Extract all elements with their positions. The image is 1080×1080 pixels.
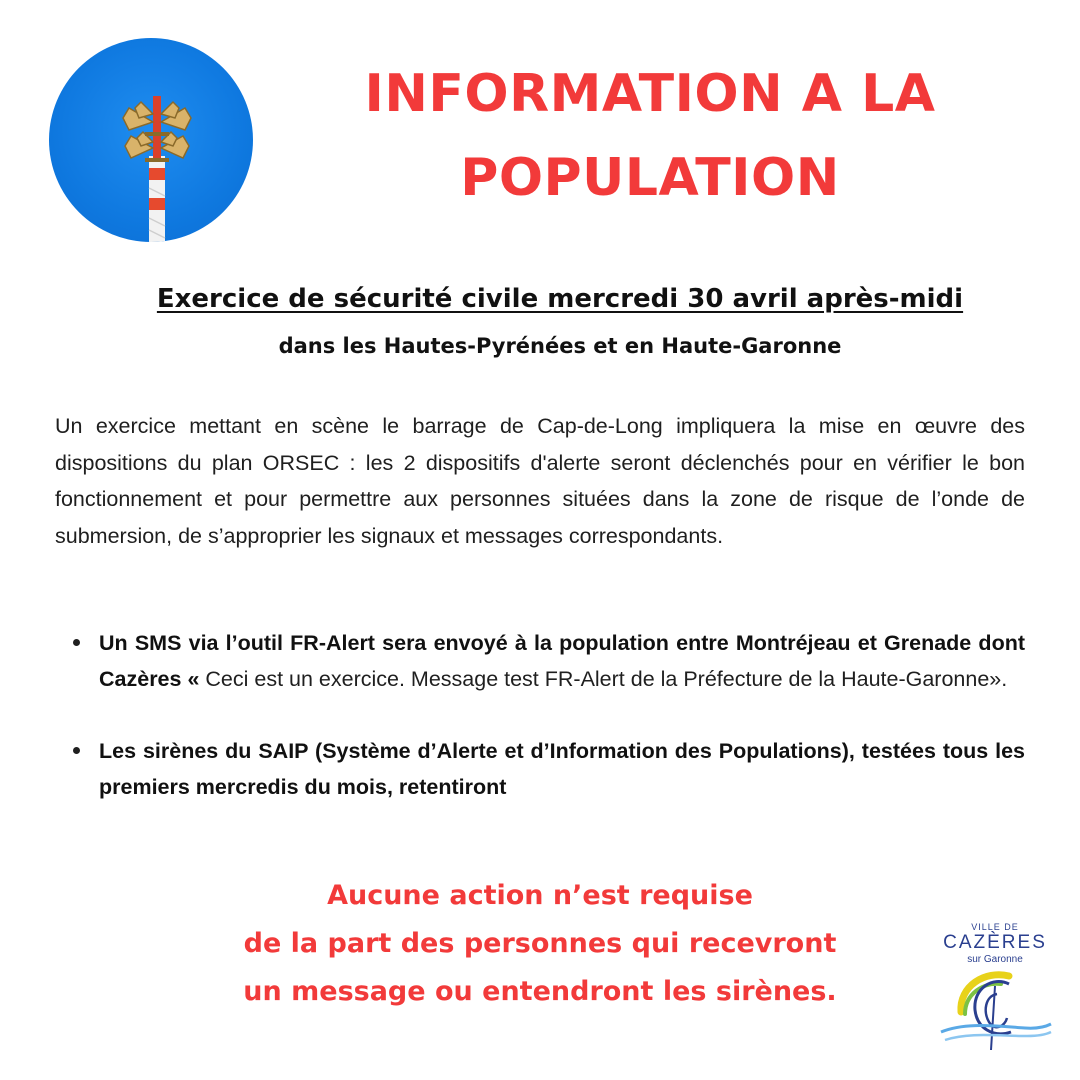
notice-line-2: de la part des personnes qui recevront	[243, 928, 837, 959]
headline-sub: dans les Hautes-Pyrénées et en Haute-Garonne	[278, 334, 842, 358]
cazeres-emblem-icon	[935, 966, 1055, 1052]
notice-line-3: un message ou entendront les sirènes.	[243, 976, 837, 1007]
headline: Exercice de sécurité civile mercredi 30 avril après-midi	[156, 284, 964, 314]
city-logo	[935, 922, 1055, 1052]
title-line-1: INFORMATION A LA	[364, 64, 936, 124]
title-line-2: POPULATION	[460, 148, 840, 208]
bullet-item-sms	[55, 625, 1025, 697]
bullet-normal-text: Ceci est un exercice. Message test FR-Alert de la Préfecture de la Haute-Garonne».	[199, 667, 1008, 691]
notice-block	[140, 872, 940, 1016]
siren-badge	[49, 38, 253, 242]
bullet-bold-text: Un SMS via l’outil FR-Alert sera envoyé à la population entre Montréjeau et Grenade dont Cazères «	[99, 631, 1025, 691]
siren-tower-icon	[49, 38, 253, 242]
logo-main-text: CAZÈRES	[943, 932, 1047, 953]
logo-sub-text: sur Garonne	[967, 954, 1023, 965]
bullet-item-sirens	[55, 733, 1025, 805]
bullet-list	[55, 625, 1025, 805]
intro-paragraph: Un exercice mettant en scène le barrage de Cap-de-Long impliquera la mise en œuvre des dispositions du plan ORSEC : les 2 dispositifs d'alerte seront déclenchés pour en vérifier le bon fonctionnement et pour permettre aux personnes situées dans la zone de risque de l’onde de submersion, de s’approprier les signaux et messages correspondants.	[55, 414, 1025, 548]
page-title	[300, 52, 1000, 220]
notice-line-1: Aucune action n’est requise	[327, 880, 753, 911]
logo-top-text: VILLE DE	[971, 922, 1019, 932]
bullet-bold-text: Les sirènes du SAIP (Système d’Alerte et d’Information des Populations), testées tous les premiers mercredis du mois, retentiront	[99, 739, 1025, 799]
